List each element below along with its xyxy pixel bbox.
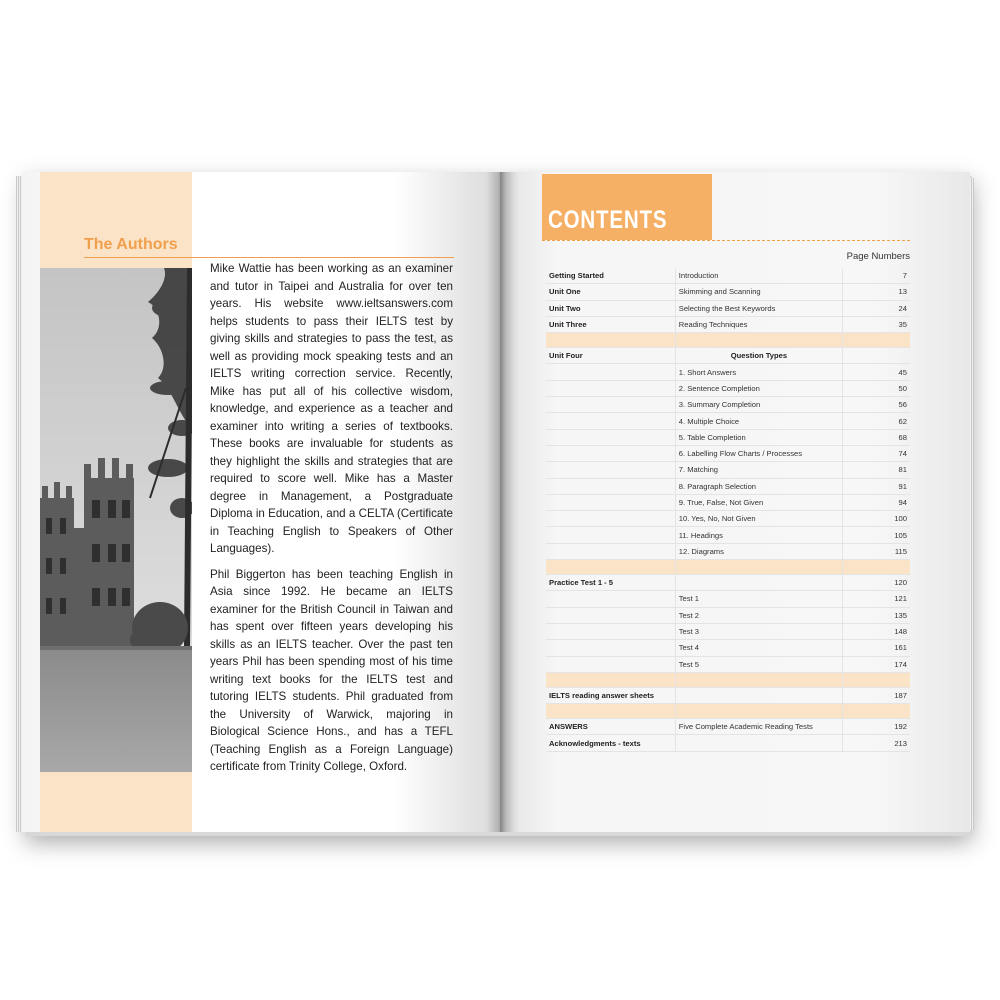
toc-page-number: 115 xyxy=(843,543,910,559)
toc-page-number: 187 xyxy=(843,687,910,703)
toc-spacer-cell xyxy=(546,560,675,575)
toc-section xyxy=(546,656,675,672)
toc-row xyxy=(546,462,910,478)
toc-spacer-cell xyxy=(675,672,842,687)
toc-row xyxy=(546,413,910,429)
toc-page-number: 24 xyxy=(843,300,910,316)
toc-row xyxy=(546,316,910,332)
toc-row xyxy=(546,623,910,639)
toc-topic: 6. Labelling Flow Charts / Processes xyxy=(675,445,842,461)
toc-topic: Skimming and Scanning xyxy=(675,284,842,300)
toc-row xyxy=(546,591,910,607)
toc-spacer-cell xyxy=(546,672,675,687)
toc-page-number: 121 xyxy=(843,591,910,607)
toc-page-number: 213 xyxy=(843,735,910,751)
toc-section xyxy=(546,511,675,527)
toc-section: ANSWERS xyxy=(546,719,675,735)
author-bio-mike-wattie: Mike Wattie has been working as an examiner and tutor in Taipei and Australia for over ten years. His website www.ieltsanswers.com helps students to pass their IELTS test by giving skills and strategies to pass the test, as well as providing mock speaking tests and an IELTS writing correction service. Recently, Mike has put all of his collective wisdom, knowledge, and experience as a teacher and examiner into writing a series of textbooks. These books are invaluable for students as they highlight the skills and strategies that are required to score well. Mike has a Master degree in Management, a Postgraduate Diploma in Education, and a CELTA (Certificate in Teaching English to Speakers of Other Languages). xyxy=(210,262,453,555)
toc-section xyxy=(546,494,675,510)
toc-row xyxy=(546,543,910,559)
toc-row xyxy=(546,719,910,735)
toc-spacer-cell xyxy=(675,333,842,348)
toc-topic: 1. Short Answers xyxy=(675,364,842,380)
toc-page-number: 91 xyxy=(843,478,910,494)
toc-row xyxy=(546,445,910,461)
toc-topic: Reading Techniques xyxy=(675,316,842,332)
toc-spacer-row xyxy=(546,333,910,348)
toc-section: IELTS reading answer sheets xyxy=(546,687,675,703)
toc-page-number: 74 xyxy=(843,445,910,461)
toc-page-number: 192 xyxy=(843,719,910,735)
toc-topic: 2. Sentence Completion xyxy=(675,380,842,396)
toc-topic: Test 3 xyxy=(675,623,842,639)
toc-topic: 3. Summary Completion xyxy=(675,397,842,413)
toc-section: Practice Test 1 - 5 xyxy=(546,575,675,591)
toc-section xyxy=(546,478,675,494)
toc-topic: 12. Diagrams xyxy=(675,543,842,559)
toc-spacer-row xyxy=(546,672,910,687)
book-spine xyxy=(486,172,514,832)
toc-topic xyxy=(675,575,842,591)
toc-section: Unit Three xyxy=(546,316,675,332)
toc-spacer-cell xyxy=(546,333,675,348)
toc-page-number: 105 xyxy=(843,527,910,543)
toc-row xyxy=(546,527,910,543)
toc-row xyxy=(546,364,910,380)
toc-topic: Selecting the Best Keywords xyxy=(675,300,842,316)
toc-page-number: 100 xyxy=(843,511,910,527)
toc-section: Unit Four xyxy=(546,348,675,364)
toc-topic: Question Types xyxy=(675,348,842,364)
toc-spacer-cell xyxy=(843,560,910,575)
toc-section: Unit One xyxy=(546,284,675,300)
toc-topic: Test 4 xyxy=(675,640,842,656)
authors-heading: The Authors xyxy=(84,236,178,253)
page-numbers-label: Page Numbers xyxy=(846,251,910,262)
heading-rule xyxy=(84,257,454,258)
toc-section xyxy=(546,607,675,623)
toc-section xyxy=(546,429,675,445)
toc-topic: 7. Matching xyxy=(675,462,842,478)
toc-section: Unit Two xyxy=(546,300,675,316)
toc-row xyxy=(546,494,910,510)
toc-page-number: 148 xyxy=(843,623,910,639)
contents-title: CONTENTS xyxy=(548,206,668,234)
toc-page-number: 161 xyxy=(843,640,910,656)
toc-topic: Five Complete Academic Reading Tests xyxy=(675,719,842,735)
toc-topic: Test 2 xyxy=(675,607,842,623)
toc-topic xyxy=(675,687,842,703)
toc-page-number: 68 xyxy=(843,429,910,445)
toc-page-number: 135 xyxy=(843,607,910,623)
toc-section xyxy=(546,445,675,461)
toc-topic: 9. True, False, Not Given xyxy=(675,494,842,510)
toc-section xyxy=(546,591,675,607)
toc-page-number: 45 xyxy=(843,364,910,380)
toc-topic: 11. Headings xyxy=(675,527,842,543)
toc-row xyxy=(546,397,910,413)
toc-page-number: 81 xyxy=(843,462,910,478)
toc-topic: 8. Paragraph Selection xyxy=(675,478,842,494)
toc-section xyxy=(546,397,675,413)
toc-row xyxy=(546,429,910,445)
toc-page-number: 35 xyxy=(843,316,910,332)
toc-page-number: 7 xyxy=(843,268,910,284)
toc-row xyxy=(546,268,910,284)
toc-row xyxy=(546,300,910,316)
toc-page-number: 56 xyxy=(843,397,910,413)
toc-row xyxy=(546,687,910,703)
toc-row xyxy=(546,640,910,656)
toc-topic: Introduction xyxy=(675,268,842,284)
toc-row xyxy=(546,607,910,623)
toc-spacer-cell xyxy=(546,704,675,719)
toc-section xyxy=(546,640,675,656)
toc-section xyxy=(546,413,675,429)
toc-page-number: 62 xyxy=(843,413,910,429)
toc-spacer-cell xyxy=(843,672,910,687)
toc-page-number: 120 xyxy=(843,575,910,591)
toc-section xyxy=(546,462,675,478)
toc-spacer-cell xyxy=(843,333,910,348)
toc-section xyxy=(546,623,675,639)
toc-row xyxy=(546,575,910,591)
toc-spacer-row xyxy=(546,560,910,575)
toc-spacer-cell xyxy=(843,704,910,719)
toc-section xyxy=(546,364,675,380)
toc-topic: Test 1 xyxy=(675,591,842,607)
toc-page-number: 13 xyxy=(843,284,910,300)
author-bio-phil-biggerton: Phil Biggerton has been teaching English in Asia since 1992. He became an IELTS examiner for the British Council in Taiwan and has spent over fifteen years developing his skills as an IELTS teacher. Over the past ten years Phil has been spending most of his time writing text books for the IELTS test and tutoring IELTS students. Phil graduated from the University of Warwick, majoring in Biological Science Hons., and has a TEFL (Teaching English as a Foreign Language) certificate from Trinity College, Oxford. xyxy=(210,567,453,773)
castle-photo xyxy=(40,268,192,772)
toc-row xyxy=(546,511,910,527)
toc-spacer-cell xyxy=(675,560,842,575)
right-page xyxy=(500,172,970,832)
toc-topic: Test 5 xyxy=(675,656,842,672)
toc-section xyxy=(546,380,675,396)
toc-topic xyxy=(675,735,842,751)
toc-topic: 5. Table Completion xyxy=(675,429,842,445)
toc-section: Acknowledgments - texts xyxy=(546,735,675,751)
toc-topic: 4. Multiple Choice xyxy=(675,413,842,429)
toc-page-number: 174 xyxy=(843,656,910,672)
toc-topic: 10. Yes, No, Not Given xyxy=(675,511,842,527)
toc-row xyxy=(546,478,910,494)
left-page xyxy=(22,172,500,832)
contents-rule xyxy=(542,240,910,241)
toc-row xyxy=(546,735,910,751)
contents-table xyxy=(546,268,910,752)
toc-row xyxy=(546,380,910,396)
toc-section: Getting Started xyxy=(546,268,675,284)
toc-row xyxy=(546,656,910,672)
toc-page-number xyxy=(843,348,910,364)
authors-text xyxy=(210,260,453,784)
toc-spacer-cell xyxy=(675,704,842,719)
toc-section xyxy=(546,543,675,559)
toc-page-number: 50 xyxy=(843,380,910,396)
toc-row xyxy=(546,348,910,364)
toc-section xyxy=(546,527,675,543)
toc-page-number: 94 xyxy=(843,494,910,510)
toc-spacer-row xyxy=(546,704,910,719)
toc-row xyxy=(546,284,910,300)
